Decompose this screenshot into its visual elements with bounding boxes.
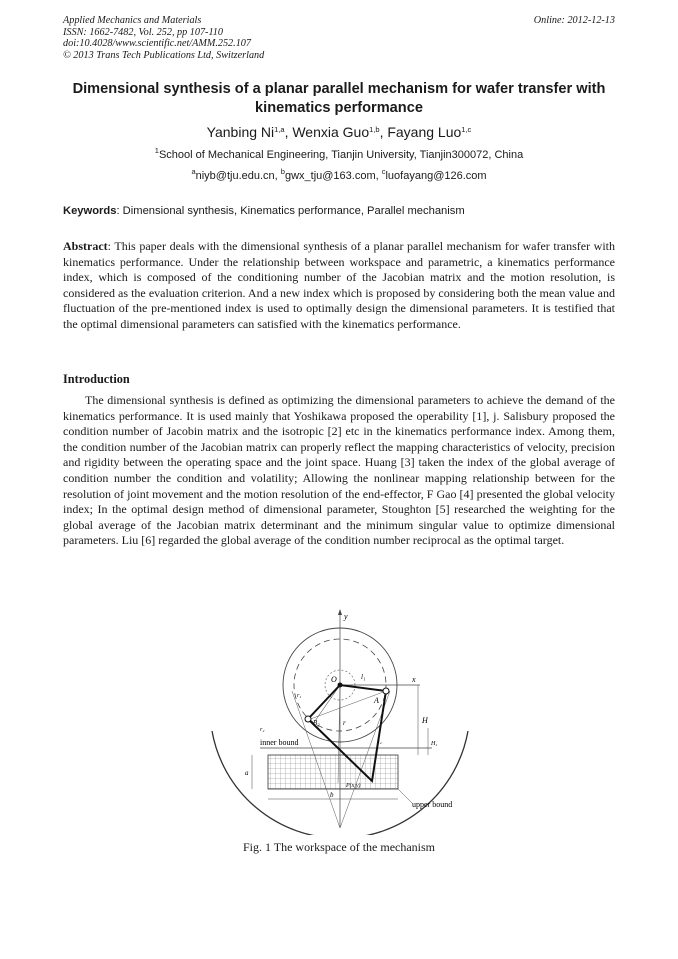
email-sup: b bbox=[280, 167, 285, 176]
label-r1: r₁ bbox=[297, 693, 302, 699]
label-l2: l₂ bbox=[378, 739, 382, 745]
author-name: Wenxia Guo bbox=[292, 124, 370, 140]
label-upper-bound: upper bound bbox=[412, 800, 453, 809]
label-inner-bound: inner bound bbox=[260, 738, 299, 747]
email-address[interactable]: niyb@tju.edu.cn, bbox=[195, 170, 281, 182]
keywords bbox=[63, 205, 615, 217]
label-o: O bbox=[331, 675, 337, 684]
label-h: H bbox=[422, 716, 428, 725]
upper-leader bbox=[398, 789, 412, 803]
joint-b2 bbox=[305, 716, 311, 722]
joint-o bbox=[338, 683, 343, 688]
email-sup: a bbox=[191, 167, 196, 176]
label-a: A bbox=[374, 696, 379, 705]
abstract-label: Abstract bbox=[63, 239, 108, 253]
author-sup: 1,b bbox=[369, 125, 380, 134]
y-axis-arrow bbox=[338, 609, 342, 615]
workspace-figure bbox=[200, 603, 470, 835]
affiliation-text: School of Mechanical Engineering, Tianjin University, Tianjin300072, China bbox=[158, 149, 524, 161]
label-l1: l₁ bbox=[361, 673, 366, 681]
journal-header bbox=[63, 15, 615, 61]
joint-a bbox=[383, 688, 389, 694]
figure-caption: Fig. 1 The workspace of the mechanism bbox=[242, 840, 436, 854]
section-heading: Introduction bbox=[63, 372, 130, 386]
label-y: y bbox=[344, 612, 348, 621]
author-name: Yanbing Ni bbox=[206, 124, 275, 140]
author-list: Yanbing Ni$^{1,a}$, Wenxia Guo$^{1,b}$, Fayang Luo$^{1,c}$ bbox=[206, 124, 472, 140]
label-h1: H₁ bbox=[431, 741, 438, 747]
keywords-text: : Dimensional synthesis, Kinematics performance, Parallel mechanism bbox=[116, 205, 465, 217]
affiliation bbox=[40, 146, 638, 161]
workspace-region bbox=[268, 755, 398, 789]
email-address[interactable]: luofayang@126.com bbox=[385, 170, 487, 182]
online-date: Online: 2012-12-13 bbox=[533, 15, 615, 26]
copyright-line: © 2013 Trans Tech Publications Ltd, Switzerland bbox=[63, 49, 265, 61]
email-address[interactable]: gwx_tju@163.com, bbox=[284, 170, 382, 182]
issn-line: ISSN: 1662-7482, Vol. 252, pp 107-110 bbox=[63, 26, 223, 38]
abstract-text: : This paper deals with the dimensional synthesis of a planar parallel mechanism for wafer transfer with kinematics performance. Under the relationship between workspace and parametric, a kinematics performance index, which is composed of the conditioning number of the Jacobian matrix and the motion resolution, is considered as the evaluation criterion. And a new index which is proposed by considering both the mean value and fluctuation of the pre-mentioned index is used to optimally design the dimensional parameters. It is testified that the optimal dimensional parameters can satisfied with the kinematics performance. bbox=[63, 239, 615, 331]
author-sup: 1,c bbox=[461, 125, 472, 134]
keywords-label: Keywords bbox=[63, 205, 117, 217]
abstract bbox=[63, 239, 615, 333]
paper-title: Dimensional synthesis of a planar parallel mechanism for wafer transfer with kinematics performance bbox=[72, 81, 606, 116]
label-x: x bbox=[412, 675, 416, 684]
label-r: r bbox=[343, 719, 346, 727]
label-b2: B₂ bbox=[313, 719, 320, 727]
author-name: Fayang Luo bbox=[387, 124, 462, 140]
email-sup: c bbox=[381, 167, 386, 176]
affiliation-sup: 1 bbox=[154, 146, 159, 155]
label-p: P(x,y) bbox=[346, 783, 361, 789]
doi-line: doi:10.4028/www.scientific.net/AMM.252.107 bbox=[63, 38, 251, 50]
label-a-dim: a bbox=[245, 769, 249, 777]
author-sup: 1,a bbox=[274, 125, 285, 134]
label-b-dim: b bbox=[330, 791, 334, 799]
introduction-paragraph: The dimensional synthesis is defined as optimizing the dimensional parameters to achieve the demand of the kinematics performance. It is used mainly that Yoshikawa proposed the operability [1], j. Salisbury proposed the condition number of Jacobin matrix and the isotropic [2] etc in the kinematics performance index. Among them, the condition number of the Jacobian matrix can properly reflect the mapping characteristics of velocity, precision and rigidity between the operating space and the joint space. Huang [3] taken the index of the global average of condition number the condition and volatility; Allowing the nonlinear mapping relationship between for the resolution of joint movement and the motion resolution of the end-effector, F Gao [4] presented the global velocity index; In the optimal design method of dimensional parameter, Stoughton [5] researched the weighting for the global average of the Jacobian matrix determinant and the minimum singular value to optimize dimensional parameters. Liu [6] regarded the global average of the condition number reciprocal as the optimal target. bbox=[63, 393, 615, 548]
label-r2: r₂ bbox=[260, 727, 265, 733]
journal-name: Applied Mechanics and Materials bbox=[63, 15, 202, 26]
email-list bbox=[40, 167, 638, 182]
